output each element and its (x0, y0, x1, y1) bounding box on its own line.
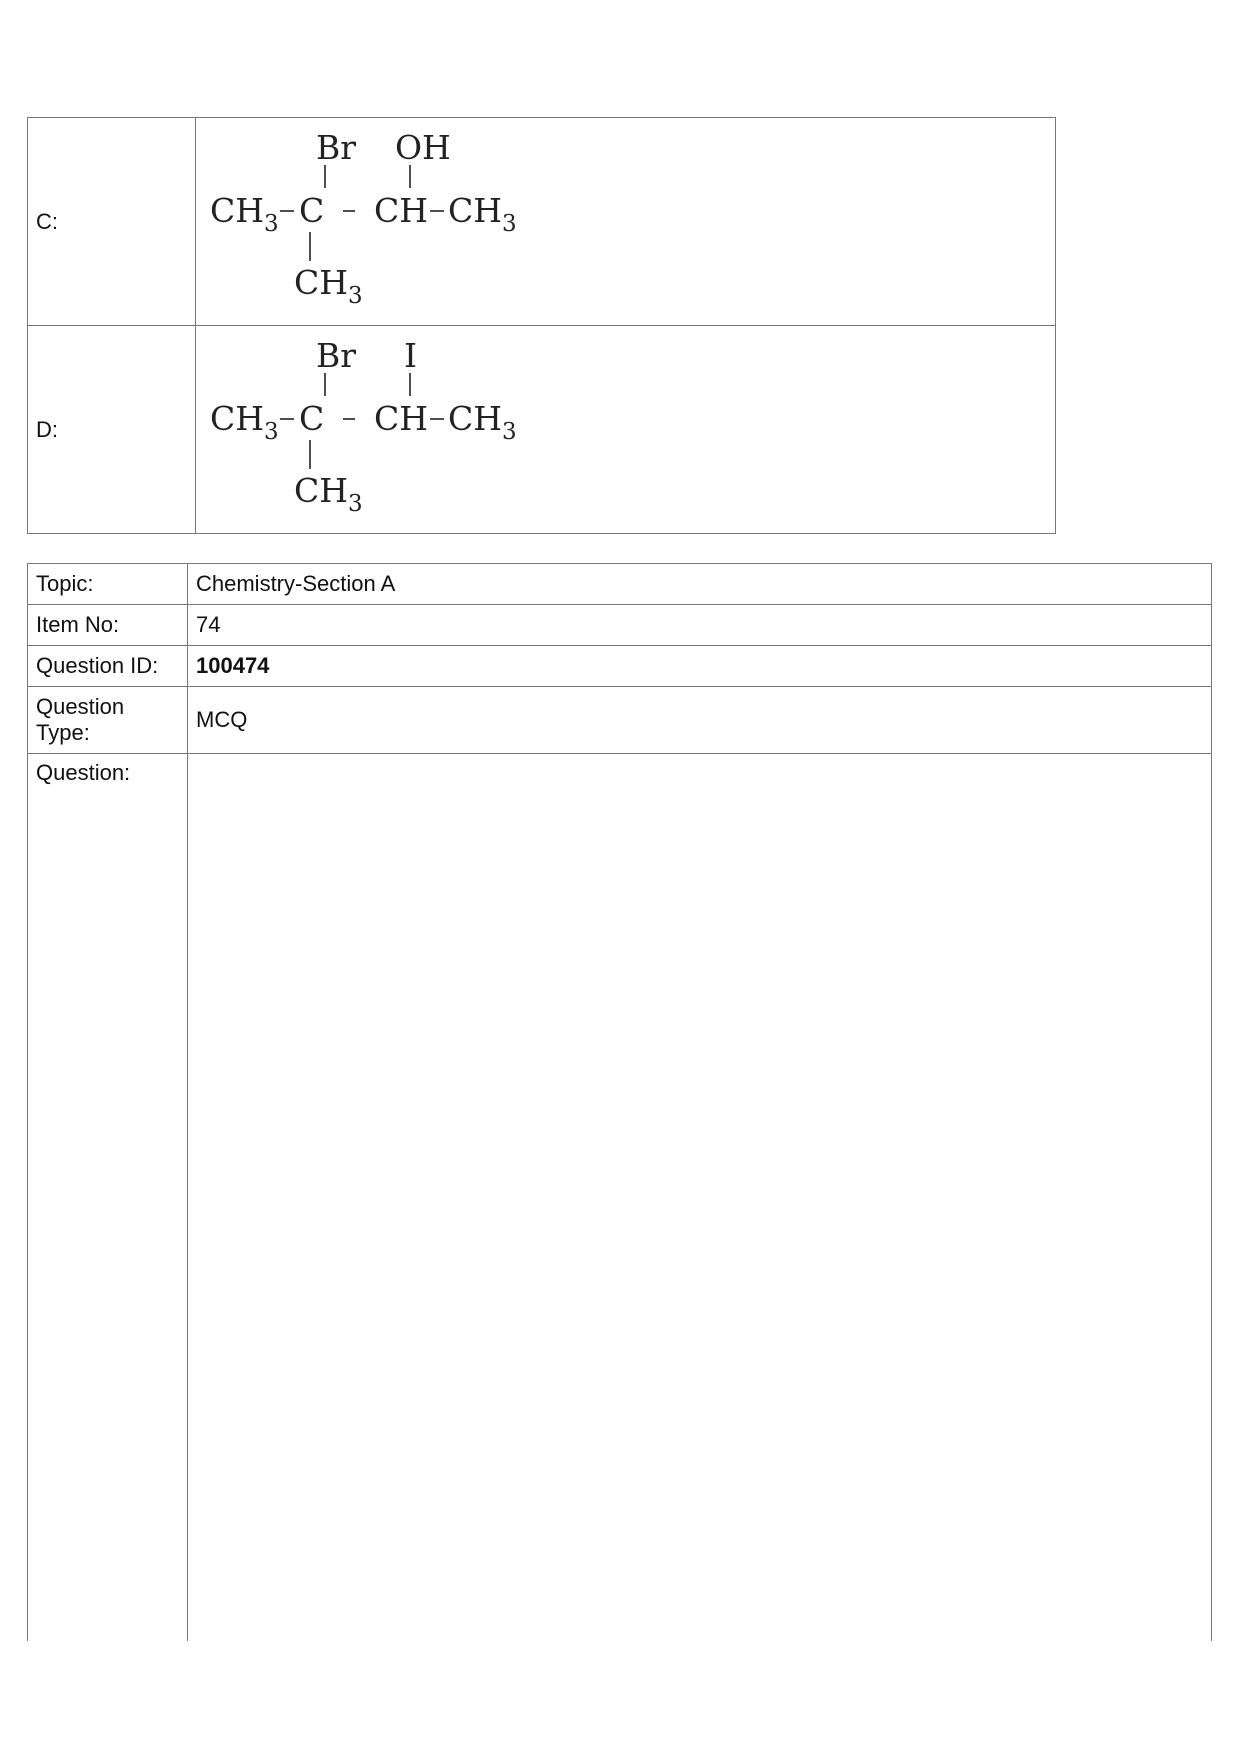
central-carbon: C (299, 398, 325, 438)
main-chain-right: $CH_3$ (448, 398, 517, 445)
main-chain-left: $CH_3$ (210, 398, 279, 445)
option-label: D: (28, 326, 196, 534)
chemical-structure-d (196, 327, 1056, 533)
meta-row-topic (28, 564, 1212, 605)
item-no-value: 74 (188, 605, 1212, 646)
topic-value: Chemistry-Section A (188, 564, 1212, 605)
meta-row-question (28, 754, 1212, 1641)
substituent-top-right: OH (395, 127, 451, 167)
right-ch-group: CH (374, 398, 429, 438)
option-row-c (28, 118, 1056, 326)
question-label: Question: (28, 754, 188, 1641)
right-ch-group: CH (374, 190, 429, 230)
substituent-bottom: $CH_3$ (294, 470, 363, 517)
option-row-d (28, 326, 1056, 534)
central-carbon: C (299, 190, 325, 230)
option-structure (196, 118, 1056, 326)
topic-label: Topic: (28, 564, 188, 605)
question-id-label: Question ID: (28, 646, 188, 687)
option-structure (196, 326, 1056, 534)
main-chain-right: $CH_3$ (448, 190, 517, 237)
option-label: C: (28, 118, 196, 326)
substituent-top-left: Br (316, 127, 357, 167)
chemical-structure-c (196, 119, 1056, 325)
item-no-label: Item No: (28, 605, 188, 646)
options-table (27, 117, 1056, 534)
question-body (188, 754, 1212, 1641)
substituent-top-left: Br (316, 335, 357, 375)
main-chain-left: $CH_3$ (210, 190, 279, 237)
question-type-value: MCQ (188, 687, 1212, 754)
question-type-label: Question Type: (28, 687, 188, 754)
meta-row-item (28, 605, 1212, 646)
meta-row-question-type (28, 687, 1212, 754)
question-id-value: 100474 (188, 646, 1212, 687)
meta-row-question-id (28, 646, 1212, 687)
question-meta-table (27, 563, 1212, 1641)
substituent-top-right: I (404, 335, 418, 375)
substituent-bottom: $CH_3$ (294, 262, 363, 309)
